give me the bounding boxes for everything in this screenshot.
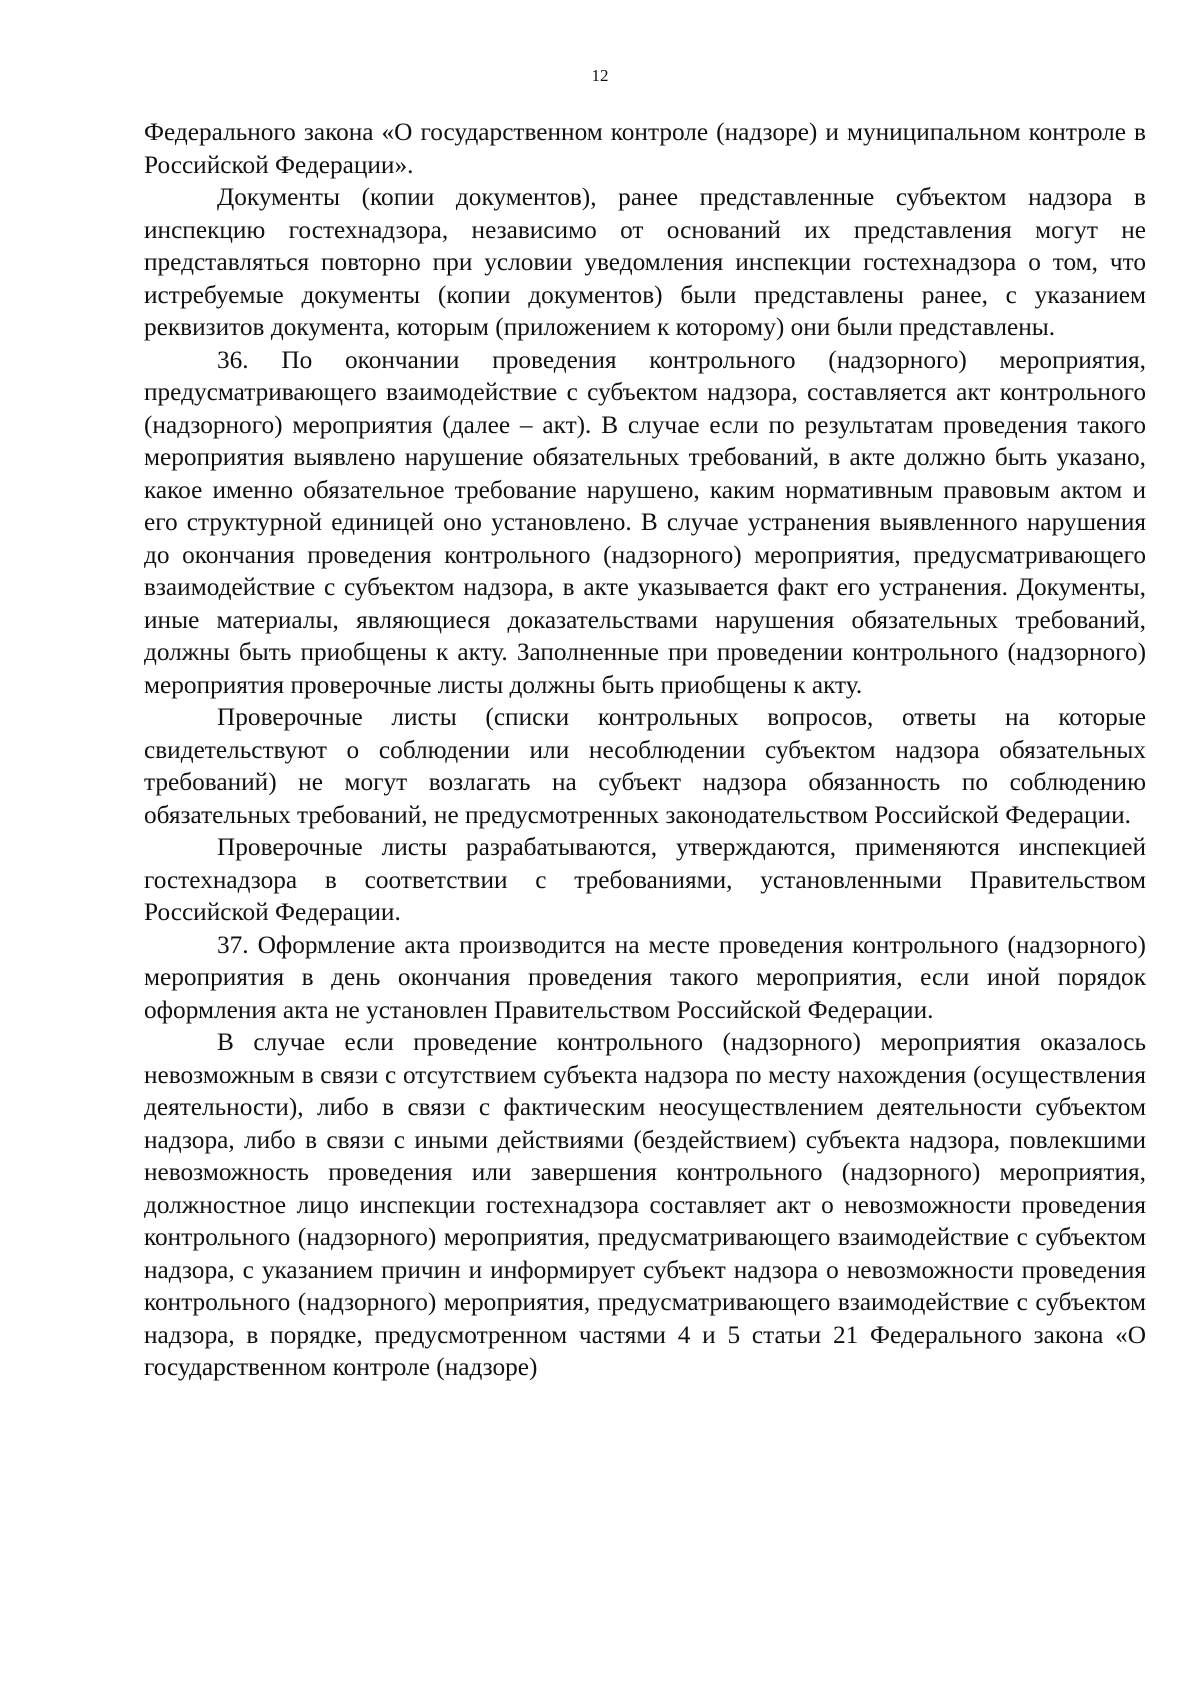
paragraph-item-36: 36. По окончании проведения контрольного (надзорного) мероприятия, предусматривающего взаимодействие с субъектом надзора, составляется акт контрольного (надзорного) мероприятия (далее – акт). В случае если по результатам проведения такого мероприятия выявлено нарушение обязательных требований, в акте должно быть указано, какое именно обязательное требование нарушено, каким нормативным правовым актом и его структурной единицей оно установлено. В случае устранения выявленного нарушения до окончания проведения контрольного (надзорного) мероприятия, предусматривающего взаимодействие с субъектом надзора, в акте указывается факт его устранения. Документы, иные материалы, являющиеся доказательствами нарушения обязательных требований, должны быть приобщены к акту. Заполненные при проведении контрольного (надзорного) мероприятия проверочные листы должны быть приобщены к акту. xyxy=(144,345,1146,699)
paragraph-checklists-obligations: Проверочные листы (списки контрольных вопросов, ответы на которые свидетельствуют о соблюдении или несоблюдении субъектом надзора обязательных требований) не могут возлагать на субъект надзора обязанность по соблюдению обязательных требований, не предусмотренных законодательством Российской Федерации. xyxy=(144,703,1146,829)
paragraph-impossibility-act: В случае если проведение контрольного (надзорного) мероприятия оказалось невозможным в связи с отсутствием субъекта надзора по месту нахождения (осуществления деятельности), либо в связи с фактическим неосуществлением деятельности субъектом надзора, либо в связи с иными действиями (бездействием) субъекта надзора, повлекшими невозможность проведения или завершения контрольного (надзорного) мероприятия, должностное лицо инспекции гостехнадзора составляет акт о невозможности проведения контрольного (надзорного) мероприятия, предусматривающего взаимодействие с субъектом надзора, с указанием причин и информирует субъект надзора о невозможности проведения контрольного (надзорного) мероприятия, предусматривающего взаимодействие с субъектом надзора, в порядке, предусмотренном частями 4 и 5 статьи 21 Федерального закона «О государственном контроле (надзоре) xyxy=(144,1028,1146,1381)
document-text xyxy=(144,116,1146,1384)
paragraph-continuation: Федерального закона «О государственном контроле (надзоре) и муниципальном контроле в Российской Федерации». xyxy=(144,118,1146,179)
paragraph-item-37: 37. Оформление акта производится на месте проведения контрольного (надзорного) мероприятия в день окончания проведения такого мероприятия, если иной порядок оформления акта не установлен Правительством Российской Федерации. xyxy=(144,930,1146,1024)
paragraph-checklists-development: Проверочные листы разрабатываются, утверждаются, применяются инспекцией гостехнадзора в соответствии с требованиями, установленными Правительством Российской Федерации. xyxy=(144,833,1146,926)
paragraph-previously-submitted-documents: Документы (копии документов), ранее представленные субъектом надзора в инспекцию гостехнадзора, независимо от оснований их представления могут не представляться повторно при условии уведомления инспекции гостехнадзора о том, что истребуемые документы (копии документов) были представлены ранее, с указанием реквизитов документа, которым (приложением к которому) они были представлены. xyxy=(144,183,1146,341)
page-number: 12 xyxy=(591,66,609,85)
